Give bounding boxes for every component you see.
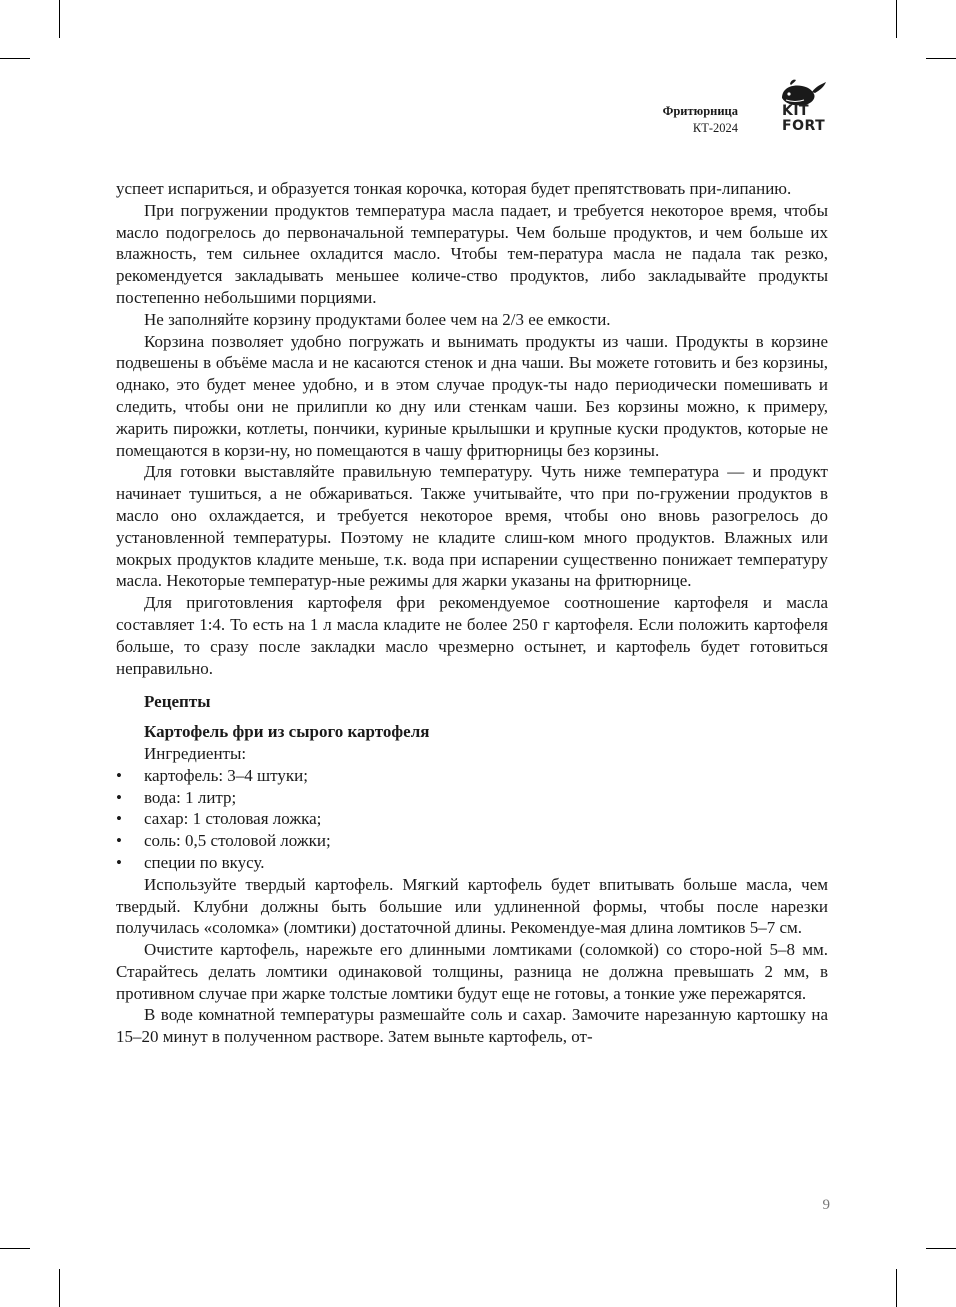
crop-mark-right-bottom	[926, 1248, 956, 1249]
paragraph-1: успеет испариться, и образуется тонкая корочка, которая будет препятствовать при-липанию.	[116, 179, 792, 198]
product-model: КТ-2024	[692, 121, 738, 135]
ingredient-text: вода: 1 литр;	[144, 787, 237, 807]
ingredient-text: картофель: 3–4 штуки;	[144, 765, 308, 785]
crop-mark-bottom-left	[59, 1269, 60, 1307]
crop-mark-left-top	[0, 58, 30, 59]
ingredients-label: Ингредиенты:	[144, 743, 247, 763]
product-info	[663, 103, 738, 137]
bullet: •	[116, 787, 122, 807]
list-item	[116, 787, 828, 809]
page-number: 9	[822, 1197, 830, 1213]
kitfort-logo	[768, 78, 830, 140]
recipe-title: Картофель фри из сырого картофеля	[144, 722, 430, 742]
brand-line-1: KIT	[782, 103, 810, 119]
crop-mark-right-top	[926, 58, 956, 59]
crop-mark-bottom-right	[896, 1269, 897, 1307]
paragraph-3: Не заполняйте корзину продуктами более чем на 2/3 ее емкости.	[144, 309, 611, 329]
crop-mark-left-bottom	[0, 1248, 30, 1249]
crop-mark-top-right	[896, 0, 897, 38]
list-item	[116, 808, 828, 830]
ingredient-text: специи по вкусу.	[144, 852, 265, 872]
page-header	[663, 78, 830, 140]
bullet: •	[116, 831, 122, 851]
list-item	[116, 830, 828, 852]
bullet: •	[116, 852, 122, 872]
paragraph-8: Очистите картофель, нарежьте его длинными ломтиками (соломкой) со сторо-ной 5–8 мм. Старайтесь делать ломтики одинаковой толщины, разница не должна превышать 2 мм, в противном случае при жарке толстые ломтики будут еще не готовы, а тонкие уже пережарятся.	[116, 940, 828, 1003]
bullet: •	[116, 809, 122, 829]
list-item	[116, 852, 828, 874]
product-name: Фритюрница	[662, 104, 738, 118]
paragraph-6: Для приготовления картофеля фри рекомендуемое соотношение картофеля и масла составляет 1:4. То есть на 1 л масла кладите не более 250 г картофеля. Если положить картофеля больше, то сразу после закладки масло чрезмерно остынет, и картофель будет готовиться неправильно.	[116, 593, 828, 678]
brand-wordmark	[782, 104, 825, 134]
paragraph-7: Используйте твердый картофель. Мягкий картофель будет впитывать больше масла, чем твердый. Клубни должны быть большие или удлиненной формы, чтобы после нарезки получилась «соломка» (ломтики) достаточной длины. Рекомендуе-мая длина ломтиков 5–7 см.	[116, 874, 828, 938]
crop-mark-top-left	[59, 0, 60, 38]
paragraph-4: Корзина позволяет удобно погружать и вынимать продукты из чаши. Продукты в корзине подвешены в объёме масла и не касаются стенок и дна чаши. Вы можете готовить и без корзины, однако, это будет менее удобно, и в этом случае продук-ты надо периодически помешивать и следить, чтобы они не прилипли ко дну или стенкам чаши. Без корзины можно, к примеру, жарить пирожки, котлеты, пончики, куриные крылышки и крупные куски продуктов, которые не помещаются в корзи-ну, но помещаются в чашу фритюрницы без корзины.	[116, 331, 828, 460]
bullet: •	[116, 765, 122, 785]
paragraph-5: Для готовки выставляйте правильную температуру. Чуть ниже температура — и продукт начинает тушиться, а не обжариваться. Также учитывайте, что при по-гружении продуктов в масло оно охлаждается, и требуется некоторое время, чтобы оно вновь разогрелось до установленной температуры. Поэтому не кладите слиш-ком много продуктов. Влажных или мокрых продуктов кладите меньше, т.к. вода при испарении существенно понижает температуру масла. Некоторые температур-ные режимы для жарки указаны на фритюрнице.	[116, 462, 828, 591]
ingredient-text: сахар: 1 столовая ложка;	[144, 809, 322, 829]
page-body	[116, 178, 828, 1048]
list-item	[116, 765, 828, 787]
ingredients-list	[116, 765, 828, 874]
brand-line-2: FORT	[782, 118, 826, 134]
section-title: Рецепты	[144, 692, 211, 712]
paragraph-2: При погружении продуктов температура масла падает, и требуется некоторое время, чтобы масло подогрелось до первоначальной температуры. Чем больше продуктов, и чем больше их влажность, тем сильнее охладится масло. Чтобы тем-пература масла не падала так резко, рекомендуется закладывать меньшее количе-ство продуктов, либо закладывайте продукты постепенно небольшими порциями.	[116, 200, 828, 307]
paragraph-9: В воде комнатной температуры размешайте соль и сахар. Замочите нарезанную картошку на 15–20 минут в полученном растворе. Затем выньте картофель, от-	[116, 1005, 828, 1047]
ingredient-text: соль: 0,5 столовой ложки;	[144, 831, 331, 851]
